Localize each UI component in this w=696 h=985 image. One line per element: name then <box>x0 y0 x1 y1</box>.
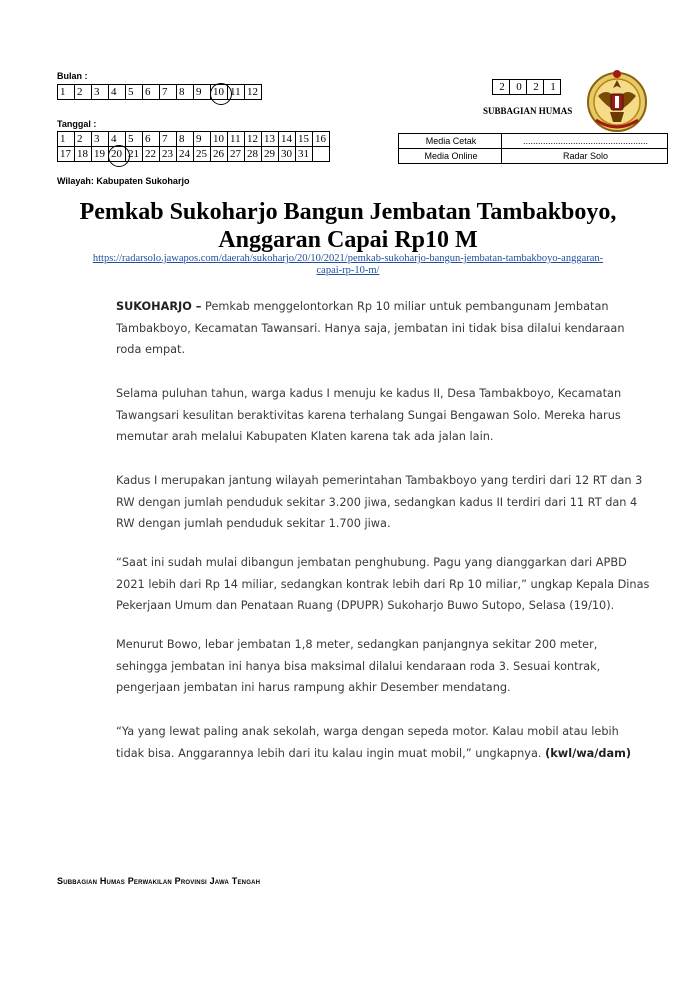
year-grid <box>492 79 561 95</box>
month-cell: 5 <box>126 85 143 100</box>
day-cell: 18 <box>75 147 92 162</box>
paragraph-4: “Saat ini sudah mulai dibangun jembatan penghubung. Pagu yang dianggarkan dari APBD 2021 lebih dari Rp 14 miliar, sedangkan kontrak lebih dari Rp 10 miliar,” ungkap Kepala Dinas Pekerjaan Umum dan Penataan Ruang (DPUPR) Sukoharjo Buwo Sutopo, Selasa (19/10). <box>116 556 650 612</box>
paragraph-6: “Ya yang lewat paling anak sekolah, warga dengan sepeda motor. Kalau mobil atau lebih tidak bisa. Anggarannya lebih dari itu kalau ingin muat mobil,” ungkapnya. (kwl/wa/dam) <box>116 725 632 760</box>
article-title <box>20 198 676 254</box>
day-cell <box>313 147 330 162</box>
month-cell: 2 <box>75 85 92 100</box>
media-cetak-label: Media Cetak <box>399 134 502 149</box>
day-cell: 4 <box>109 132 126 147</box>
wilayah-label: Wilayah: Kabupaten Sukoharjo <box>57 176 190 186</box>
source-link-line-2[interactable]: capai-rp-10-m/ <box>316 265 380 276</box>
author-signature: (kwl/wa/dam) <box>545 746 632 760</box>
day-cell: 11 <box>228 132 245 147</box>
month-cell: 6 <box>143 85 160 100</box>
emblem-logo <box>586 66 648 138</box>
day-selected: 20 <box>111 148 122 160</box>
footer-text: Subbagian Humas Perwakilan Provinsi Jawa Tengah <box>57 876 261 886</box>
day-cell: 29 <box>262 147 279 162</box>
day-cell: 1 <box>58 132 75 147</box>
dateline: SUKOHARJO – <box>116 300 202 313</box>
day-grid <box>57 131 330 162</box>
day-cell: 19 <box>92 147 109 162</box>
day-cell: 7 <box>160 132 177 147</box>
day-cell: 14 <box>279 132 296 147</box>
day-cell: 31 <box>296 147 313 162</box>
title-line-2: Anggaran Capai Rp10 M <box>218 227 478 253</box>
month-cell: 3 <box>92 85 109 100</box>
month-cell: 11 <box>228 85 245 100</box>
day-cell: 13 <box>262 132 279 147</box>
year-digit-cell: 0 <box>510 80 527 95</box>
day-cell: 27 <box>228 147 245 162</box>
bulan-label: Bulan : <box>57 71 88 81</box>
day-cell: 5 <box>126 132 143 147</box>
day-cell: 10 <box>211 132 228 147</box>
media-table <box>398 133 668 164</box>
day-cell: 23 <box>160 147 177 162</box>
day-cell: 15 <box>296 132 313 147</box>
day-cell: 30 <box>279 147 296 162</box>
day-cell: 26 <box>211 147 228 162</box>
day-cell: 28 <box>245 147 262 162</box>
title-line-1: Pemkab Sukoharjo Bangun Jembatan Tambakboyo, <box>79 199 617 225</box>
month-cell: 1 <box>58 85 75 100</box>
tanggal-label: Tanggal : <box>57 119 97 129</box>
department-label: SUBBAGIAN HUMAS <box>483 106 573 116</box>
day-cell: 24 <box>177 147 194 162</box>
day-cell: 3 <box>92 132 109 147</box>
day-cell: 8 <box>177 132 194 147</box>
month-cell: 9 <box>194 85 211 100</box>
month-cell: 8 <box>177 85 194 100</box>
month-cell <box>211 85 228 100</box>
year-digit-cell: 1 <box>544 80 561 95</box>
source-link-line-1[interactable]: https://radarsolo.jawapos.com/daerah/sukoharjo/20/10/2021/pemkab-sukoharjo-bangun-jembatan-tambakboyo-anggaran- <box>92 253 604 264</box>
day-cell: 17 <box>58 147 75 162</box>
day-cell: 12 <box>245 132 262 147</box>
day-cell: 16 <box>313 132 330 147</box>
day-cell: 25 <box>194 147 211 162</box>
day-cell <box>109 147 126 162</box>
source-link[interactable] <box>20 253 676 277</box>
paragraph-1: SUKOHARJO – Pemkab menggelontorkan Rp 10 miliar untuk pembangunam Jembatan Tambakboyo, Kecamatan Tawansari. Hanya saja, jembatan ini tidak bisa dilalui kendaraan roda empat. <box>116 300 625 356</box>
month-cell: 7 <box>160 85 177 100</box>
day-cell: 21 <box>126 147 143 162</box>
paragraph-5: Menurut Bowo, lebar jembatan 1,8 meter, sedangkan panjangnya sekitar 200 meter, sehingga jembatan ini hanya bisa maksimal dilalui kendaraan roda 3. Sesuai kontrak, pengerjaan jembatan ini harus rampung akhir Desember mendatang. <box>116 638 601 694</box>
day-cell: 6 <box>143 132 160 147</box>
year-digit-cell: 2 <box>527 80 544 95</box>
paragraph-2: Selama puluhan tahun, warga kadus I menuju ke kadus II, Desa Tambakboyo, Kecamatan Tawangsari kesulitan beraktivitas karena terhalang Sungai Bengawan Solo. Mereka harus memutar arah melalui Kabupaten Klaten karena tak ada jalan lain. <box>116 387 622 443</box>
media-online-label: Media Online <box>399 149 502 164</box>
media-online-value: Radar Solo <box>502 149 668 164</box>
day-cell: 2 <box>75 132 92 147</box>
media-cetak-value: .................................................. <box>502 134 668 149</box>
paragraph-3: Kadus I merupakan jantung wilayah pemerintahan Tambakboyo yang terdiri dari 12 RT dan 3 RW dengan jumlah penduduk sekitar 3.200 jiwa, sedangkan kadus II terdiri dari 11 RT dan 4 RW dengan jumlah penduduk sekitar 1.700 jiwa. <box>116 474 643 530</box>
year-digit-cell: 2 <box>493 80 510 95</box>
month-cell: 12 <box>245 85 262 100</box>
day-cell: 9 <box>194 132 211 147</box>
month-cell: 4 <box>109 85 126 100</box>
month-grid <box>57 84 262 100</box>
day-cell: 22 <box>143 147 160 162</box>
month-selected: 10 <box>213 86 224 98</box>
